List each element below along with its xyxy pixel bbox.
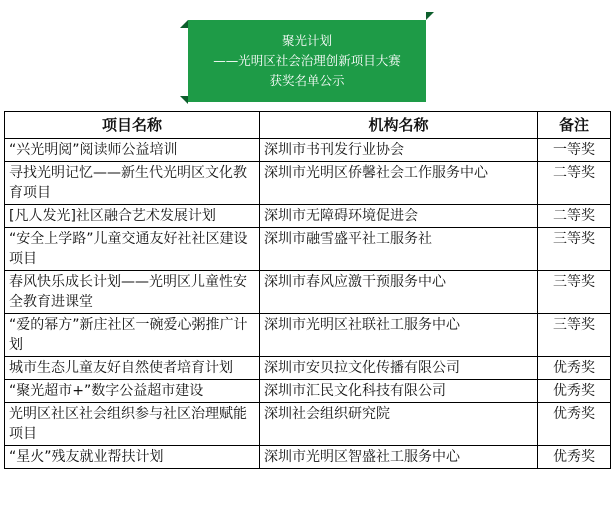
org-cell: 深圳市安贝拉文化传播有限公司 (260, 357, 538, 380)
banner-caption: 获奖名单公示 (269, 73, 345, 88)
header-org: 机构名称 (260, 112, 538, 139)
table-row (5, 205, 611, 228)
org-cell: 深圳市融雪盛平社工服务社 (260, 228, 538, 271)
org-cell: 深圳市光明区侨馨社会工作服务中心 (260, 162, 538, 205)
org-cell: 深圳市春风应激干预服务中心 (260, 271, 538, 314)
project-cell: “爱的幂方”新庄社区一碗爱心粥推广计划 (5, 314, 260, 357)
note-cell: 优秀奖 (538, 380, 611, 403)
project-cell: “安全上学路”儿童交通友好社社区建设项目 (5, 228, 260, 271)
note-cell: 二等奖 (538, 162, 611, 205)
org-cell: 深圳市无障碍环境促进会 (260, 205, 538, 228)
project-cell: 光明区社区社会组织参与社区治理赋能项目 (5, 403, 260, 446)
table-row (5, 271, 611, 314)
org-cell: 深圳社会组织研究院 (260, 403, 538, 446)
org-cell: 深圳市汇民文化科技有限公司 (260, 380, 538, 403)
project-cell: “星火”残友就业帮扶计划 (5, 446, 260, 469)
table-row (5, 380, 611, 403)
banner-fold-bottom (180, 96, 188, 104)
project-cell: 寻找光明记忆——新生代光明区文化教育项目 (5, 162, 260, 205)
table-row (5, 357, 611, 380)
award-table (4, 111, 611, 469)
note-cell: 三等奖 (538, 271, 611, 314)
org-cell: 深圳市光明区社联社工服务中心 (260, 314, 538, 357)
project-cell: “聚光超市+”数字公益超市建设 (5, 380, 260, 403)
project-cell: 城市生态儿童友好自然使者培育计划 (5, 357, 260, 380)
note-cell: 二等奖 (538, 205, 611, 228)
table-header-row (5, 112, 611, 139)
note-cell: 优秀奖 (538, 357, 611, 380)
note-cell: 三等奖 (538, 228, 611, 271)
title-banner (180, 12, 434, 104)
header-note: 备注 (538, 112, 611, 139)
table-row (5, 314, 611, 357)
note-cell: 优秀奖 (538, 403, 611, 446)
banner-fold-right (426, 12, 434, 20)
project-cell: “兴光明阅”阅读师公益培训 (5, 139, 260, 162)
org-cell: 深圳市光明区智盛社工服务中心 (260, 446, 538, 469)
org-cell: 深圳市书刊发行业协会 (260, 139, 538, 162)
table-row (5, 403, 611, 446)
project-cell: 春风快乐成长计划——光明区儿童性安全教育进课堂 (5, 271, 260, 314)
table-row (5, 446, 611, 469)
banner-body (188, 20, 426, 102)
banner-fold-left (180, 20, 188, 28)
banner-subtitle: ——光明区社会治理创新项目大赛 (213, 53, 401, 68)
header-project: 项目名称 (5, 112, 260, 139)
banner-title: 聚光计划 (281, 33, 332, 48)
note-cell: 一等奖 (538, 139, 611, 162)
note-cell: 三等奖 (538, 314, 611, 357)
note-cell: 优秀奖 (538, 446, 611, 469)
table-row (5, 228, 611, 271)
table-row (5, 139, 611, 162)
project-cell: [凡人发光]社区融合艺术发展计划 (5, 205, 260, 228)
table-row (5, 162, 611, 205)
